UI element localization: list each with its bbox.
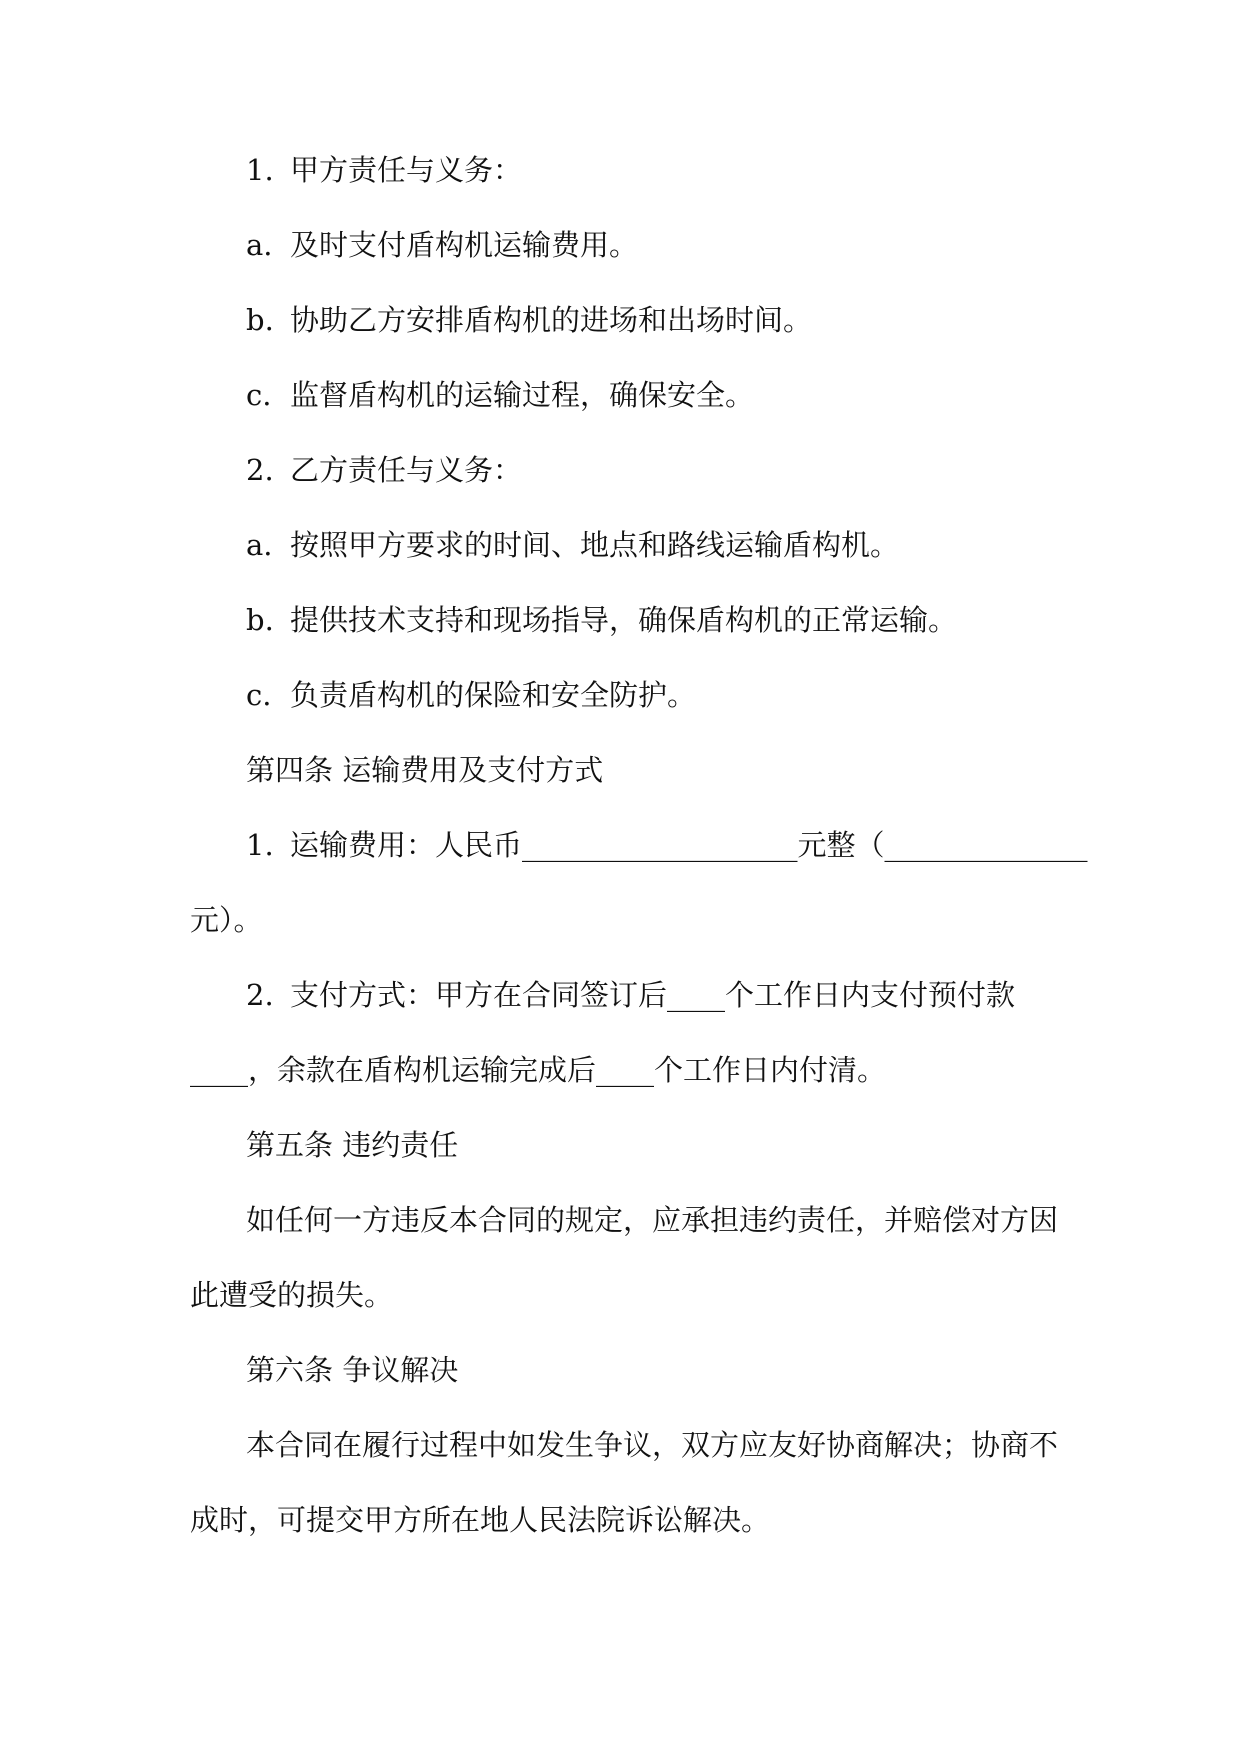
section-heading [246, 750, 1126, 790]
section-heading [246, 1350, 1126, 1390]
list-marker: b. [246, 303, 274, 337]
clause-line [246, 525, 1126, 565]
list-marker: a. [246, 528, 273, 562]
list-marker: 2. [246, 453, 274, 487]
list-marker: c. [246, 678, 272, 712]
clause-line [246, 675, 1126, 715]
clause-line [246, 150, 1126, 190]
line-text: 乙方责任与义务： [290, 453, 523, 487]
line-text: ____，余款在盾构机运输完成后____个工作日内付清。 [190, 1053, 887, 1087]
paragraph-line [190, 1275, 1070, 1315]
heading-text: 第四条 运输费用及支付方式 [246, 753, 604, 787]
clause-line [246, 975, 1126, 1015]
list-marker: a. [246, 228, 273, 262]
clause-line [246, 300, 1126, 340]
clause-line [246, 375, 1126, 415]
list-marker: b. [246, 603, 274, 637]
heading-text: 第六条 争议解决 [246, 1353, 459, 1387]
line-text: 提供技术支持和现场指导，确保盾构机的正常运输。 [290, 603, 958, 637]
list-marker: 1. [246, 828, 274, 862]
section-heading [246, 1125, 1126, 1165]
line-text: 本合同在履行过程中如发生争议，双方应友好协商解决；协商不 [246, 1428, 1059, 1462]
line-text: 及时支付盾构机运输费用。 [290, 228, 639, 262]
line-text: 支付方式：甲方在合同签订后____个工作日内支付预付款 [290, 978, 1016, 1012]
clause-line [190, 900, 1070, 940]
line-text: 此遭受的损失。 [190, 1278, 394, 1312]
line-text: 协助乙方安排盾构机的进场和出场时间。 [290, 303, 813, 337]
paragraph-line [246, 1200, 1126, 1240]
line-text: 如任何一方违反本合同的规定，应承担违约责任，并赔偿对方因 [246, 1203, 1059, 1237]
line-text: 成时，可提交甲方所在地人民法院诉讼解决。 [190, 1503, 771, 1537]
line-text: 甲方责任与义务： [290, 153, 523, 187]
clause-line [246, 825, 1126, 865]
heading-text: 第五条 违约责任 [246, 1128, 459, 1162]
paragraph-line [246, 1425, 1126, 1465]
list-marker: c. [246, 378, 272, 412]
line-text: 按照甲方要求的时间、地点和路线运输盾构机。 [290, 528, 900, 562]
clause-line [190, 1050, 1070, 1090]
paragraph-line [190, 1500, 1070, 1540]
clause-line [246, 450, 1126, 490]
line-text: 负责盾构机的保险和安全防护。 [290, 678, 697, 712]
line-text: 监督盾构机的运输过程，确保安全。 [290, 378, 755, 412]
line-text: 运输费用：人民币___________________元整（______________ [290, 828, 1088, 862]
line-text: 元）。 [190, 903, 263, 937]
clause-line [246, 600, 1126, 640]
list-marker: 2. [246, 978, 274, 1012]
list-marker: 1. [246, 153, 274, 187]
clause-line [246, 225, 1126, 265]
